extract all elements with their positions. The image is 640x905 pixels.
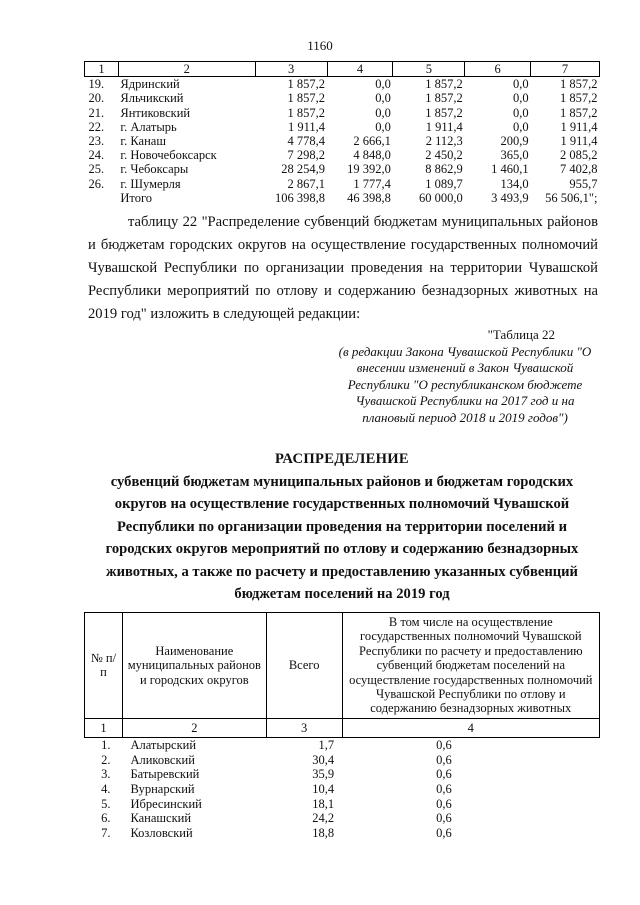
cell-value: 2 867,1 [287,176,326,191]
row-name: Ибресинский [130,796,202,811]
cell-value: 0,0 [512,91,529,106]
cell-value: 1 857,2 [560,91,598,106]
row-total: 30,4 [312,752,335,767]
row-name: Вурнарский [130,782,195,797]
row-total: 35,9 [312,767,335,782]
cell-value: 1 857,2 [560,77,598,92]
row-name: Аликовский [130,752,195,767]
caption-note: (в редакции Закона Чувашской Республики "О внесении изменений в Закон Чувашской Республики "О республиканском бюджете Чувашской Республики на 2017 год и на плановый период 2018 и 2019 годов") [338,343,592,425]
table-row [85,106,600,120]
column-number: 4 [327,62,393,77]
row-including: 0,6 [436,811,452,826]
column-number: 5 [393,62,465,77]
cell-value: 1 857,2 [560,105,598,120]
row-including: 0,6 [436,825,452,840]
row-total: 10,4 [312,782,335,797]
cell-value: 134,0 [500,176,529,191]
row-including: 0,6 [436,752,452,767]
table-row [85,811,600,826]
paragraph-text: таблицу 22 "Распределение субвенций бюджетам муниципальных районов и бюджетам городских округов на осуществление государственных полномочий Чувашской Республики по организации проведения на территории Чувашской Республики мероприятий по отлову и содержанию безнадзорных животных на 2019 год" изложить в следующей редакции: [88,214,598,322]
row-name: г. Новочебоксарск [120,148,217,163]
cell-value: 1 857,2 [425,91,463,106]
column-number: 7 [531,62,600,77]
amendment-paragraph [88,211,598,326]
row-index: 2. [101,752,111,767]
row-including: 0,6 [436,796,452,811]
heading-title: РАСПРЕДЕЛЕНИЕ [275,451,409,467]
row-name: Итого [120,190,153,205]
row-name: г. Канаш [120,134,166,149]
row-index: 22. [88,119,105,134]
distribution-table [84,612,600,840]
table-row [85,77,600,92]
table-header-row [85,613,600,719]
table-row [85,767,600,782]
caption-title: "Таблица 22 [487,327,555,342]
row-including: 0,6 [436,767,452,782]
column-number: 2 [122,718,266,737]
heading-subtitle: субвенций бюджетам муниципальных районов и бюджетам городских округов на осуществление государственных полномочий Чувашской Республики по организации проведения на территории поселений и городских округов мероприятий по отлову и содержанию безнадзорных животных, а также по расчету и предоставлению указанных субвенций бюджетам поселений на 2019 год [105,473,579,602]
row-name: г. Шумерля [120,176,181,191]
page-number: 1160 [307,38,333,53]
table-row [85,782,600,797]
row-index: 20. [88,91,105,106]
row-name: г. Алатырь [120,119,177,134]
row-total: 24,2 [312,811,335,826]
cell-value: 2 666,1 [353,134,391,149]
row-index: 19. [88,77,105,92]
table-row [85,826,600,841]
header-name: Наименование муниципальных районов и городских округов [122,613,266,719]
cell-value: 46 398,8 [347,190,391,205]
table-caption [330,327,600,426]
column-number: 6 [465,62,531,77]
cell-value: 1 857,2 [287,105,326,120]
cell-value: 56 506,1"; [545,190,598,205]
cell-value: 1 089,7 [425,176,463,191]
table-row [85,134,600,148]
row-including: 0,6 [436,782,452,797]
cell-value: 2 450,2 [425,148,463,163]
column-number: 4 [342,718,599,737]
cell-value: 1 857,2 [287,77,326,92]
row-name: Канашский [130,811,192,826]
row-name: Янтиковский [120,105,191,120]
row-index: 21. [88,105,105,120]
cell-value: 0,0 [375,119,391,134]
table-row [85,162,600,176]
row-total: 18,8 [312,825,335,840]
row-index: 26. [88,176,105,191]
cell-value: 8 862,9 [425,162,463,177]
column-number: 1 [85,718,123,737]
row-including: 0,6 [436,738,452,753]
row-index [85,191,119,205]
section-heading [84,448,600,606]
cell-value: 955,7 [569,176,598,191]
row-index: 6. [101,811,111,826]
row-name: Батыревский [130,767,200,782]
cell-value: 7 402,8 [560,162,598,177]
cell-value: 28 254,9 [281,162,326,177]
cell-value: 0,0 [375,91,391,106]
subsidy-table-continued [84,61,600,205]
table-row [85,177,600,191]
cell-value: 0,0 [512,119,529,134]
table-row [85,753,600,768]
cell-value: 0,0 [512,105,529,120]
cell-value: 2 112,3 [425,134,463,149]
cell-value: 60 000,0 [418,190,463,205]
table-row [85,191,600,205]
cell-value: 1 460,1 [491,162,529,177]
header-including: В том числе на осуществление государственных полномочий Чувашской Республики по расчету и предоставлению субвенций бюджетам поселений на осуществление государственных полномочий Чувашской Республики по отлову и содержанию безнадзорных животных [342,613,599,719]
row-index: 4. [101,782,111,797]
cell-value: 3 493,9 [491,190,529,205]
cell-value: 1 911,4 [560,134,598,149]
cell-value: 1 857,2 [425,77,463,92]
cell-value: 365,0 [500,148,529,163]
cell-value: 19 392,0 [347,162,391,177]
cell-value: 0,0 [512,77,529,92]
table-row [85,120,600,134]
row-index: 25. [88,162,105,177]
table-row [85,91,600,105]
cell-value: 200,9 [500,134,529,149]
row-name: г. Чебоксары [120,162,189,177]
cell-value: 1 857,2 [287,91,326,106]
column-numbers-row [85,718,600,737]
cell-value: 7 298,2 [287,148,326,163]
row-total: 1,7 [318,738,335,753]
row-index: 23. [88,134,105,149]
table-row [85,148,600,162]
cell-value: 0,0 [375,77,391,92]
row-index: 3. [101,767,111,782]
row-index: 24. [88,148,105,163]
cell-value: 1 911,4 [560,119,598,134]
row-name: Яльчикский [120,91,184,106]
cell-value: 1 911,4 [287,119,326,134]
cell-value: 4 778,4 [287,134,326,149]
row-index: 5. [101,796,111,811]
cell-value: 106 398,8 [275,190,326,205]
table-row [85,738,600,753]
table-row [85,797,600,812]
row-name: Козловский [130,825,193,840]
cell-value: 1 857,2 [425,105,463,120]
row-index: 7. [101,825,111,840]
column-number: 2 [118,62,255,77]
row-name: Ядринский [120,77,180,92]
row-index: 1. [101,738,111,753]
cell-value: 1 911,4 [425,119,463,134]
column-number: 3 [255,62,327,77]
column-number: 3 [266,718,342,737]
row-name: Алатырский [130,738,197,753]
cell-value: 4 848,0 [353,148,391,163]
row-total: 18,1 [312,796,335,811]
header-total: Всего [266,613,342,719]
column-number: 1 [85,62,119,77]
cell-value: 2 085,2 [560,148,598,163]
header-number: № п/п [85,613,123,719]
table-header-row [85,62,600,77]
cell-value: 1 777,4 [353,176,391,191]
cell-value: 0,0 [375,105,391,120]
